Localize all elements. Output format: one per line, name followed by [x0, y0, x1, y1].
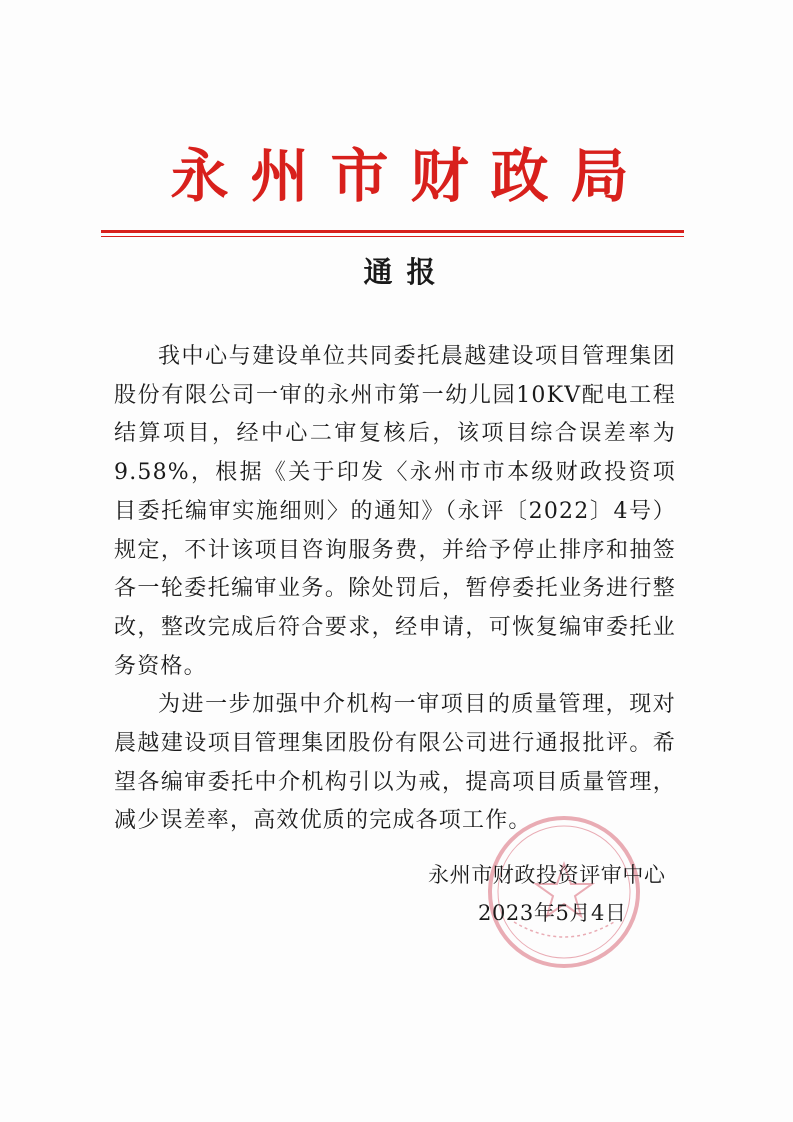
official-seal-icon	[484, 812, 644, 972]
notice-body	[114, 338, 676, 841]
issuing-authority-header: 永州市财政局	[170, 142, 651, 210]
header-rule-thick	[101, 230, 684, 233]
body-paragraph-2: 为进一步加强中介机构一审项目的质量管理，现对晨越建设项目管理集团股份有限公司进行通报批评。希望各编审委托中介机构引以为戒，提高项目质量管理，减少误差率，高效优质的完成各项工作。	[114, 692, 676, 834]
body-paragraph-1: 我中心与建设单位共同委托晨越建设项目管理集团股份有限公司一审的永州市第一幼儿园10KV配电工程结算项目，经中心二审复核后，该项目综合误差率为9.58%，根据《关于印发〈永州市市本级财政投资项目委托编审实施细则〉的通知》（永评〔2022〕4号）规定，不计该项目咨询服务费，并给予停止排序和抽签各一轮委托编审业务。除处罚后，暂停委托业务进行整改，整改完成后符合要求，经申请，可恢复编审委托业务资格。	[114, 344, 676, 679]
signature-organization: 永州市财政投资评审中心	[428, 863, 666, 887]
signature-date: 2023年5月4日	[478, 901, 627, 925]
notice-title: 通报	[363, 255, 450, 289]
header-rule-thin	[101, 236, 684, 237]
